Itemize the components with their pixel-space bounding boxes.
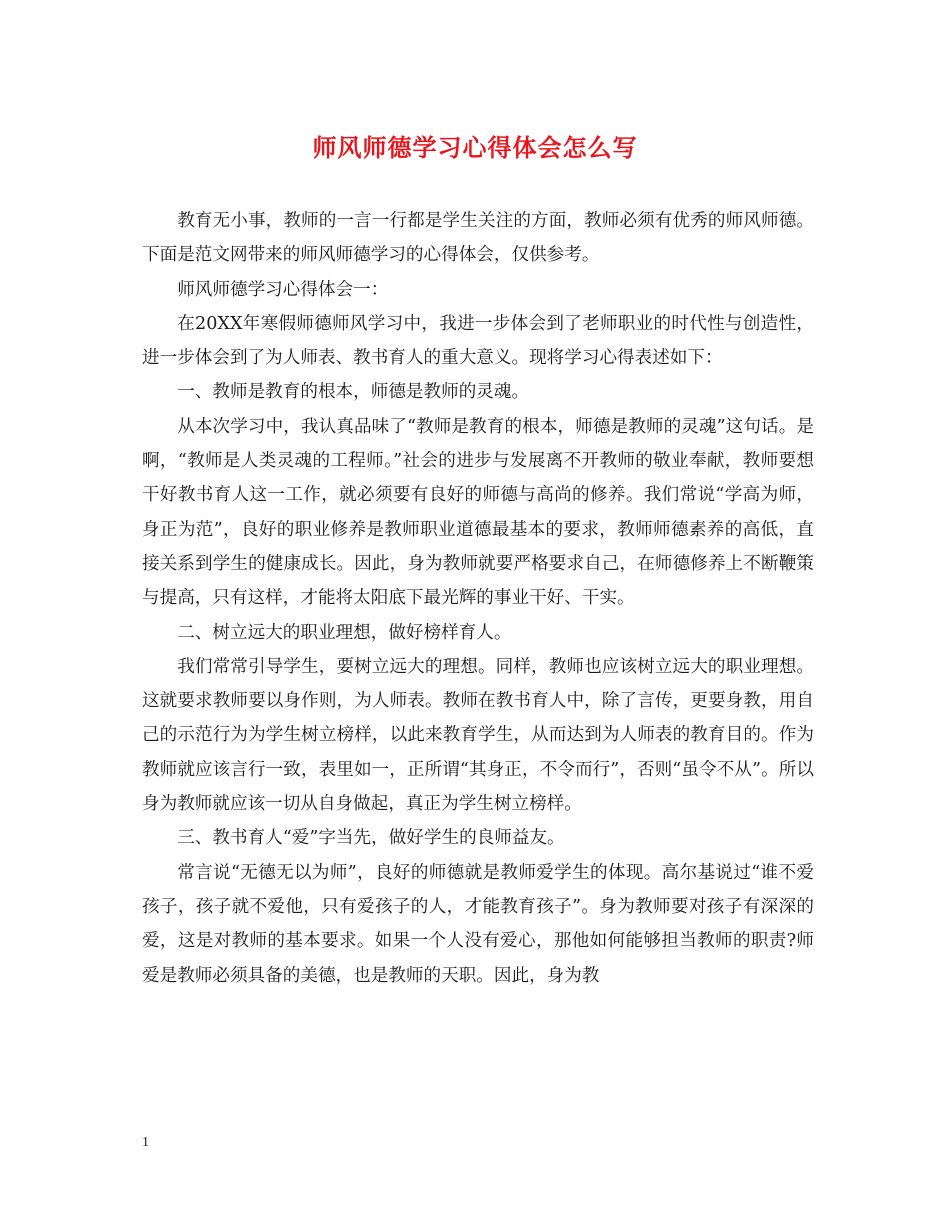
point-heading-two: 二、树立远大的职业理想，做好榜样育人。 (177, 622, 512, 643)
paragraph-overview: 在20XX年寒假师德师风学习中，我进一步体会到了老师职业的时代性与创造性，进一步体会到了为人师表、教书育人的重大意义。现将学习心得表述如下： (142, 313, 814, 369)
document-title: 师风师德学习心得体会怎么写 (312, 133, 638, 162)
paragraph-point-three: 常言说“无德无以为师”，良好的师德就是教师爱学生的体现。高尔基说过“谁不爱孩子，孩子就不爱他，只有爱孩子的人，才能教育孩子”。身为教师要对孩子有深深的爱，这是对教师的基本要求。如果一个人没有爱心，那他如何能够担当教师的职责?师爱是教师必须具备的美德，也是教师的天职。因此，身为教 (142, 862, 814, 986)
paragraph-point-one: 从本次学习中，我认真品味了“教师是教育的根本，师德是教师的灵魂”这句话。是啊，“教师是人类灵魂的工程师。”社会的进步与发展离不开教师的敬业奉献，教师要想干好教书育人这一工作，就必须要有良好的师德与高尚的修养。我们常说“学高为师，身正为范”，良好的职业修养是教师职业道德最基本的要求，教师师德素养的高低，直接关系到学生的健康成长。因此，身为教师就要严格要求自己，在师德修养上不断鞭策与提高，只有这样，才能将太阳底下最光辉的事业干好、干实。 (142, 416, 814, 609)
paragraph-point-two: 我们常常引导学生，要树立远大的理想。同样，教师也应该树立远大的职业理想。这就要求教师要以身作则，为人师表。教师在教书育人中，除了言传，更要身教，用自己的示范行为为学生树立榜样，以此来教育学生，从而达到为人师表的教育目的。作为教师就应该言行一致，表里如一，正所谓“其身正，不令而行”，否则“虽令不从”。所以身为教师就应该一切从自身做起，真正为学生树立榜样。 (142, 656, 814, 815)
section-heading-essay-one: 师风师德学习心得体会一： (177, 279, 389, 300)
page-number: 1 (142, 1135, 149, 1150)
point-heading-one: 一、教师是教育的根本，师德是教师的灵魂。 (177, 382, 530, 403)
paragraph-intro: 教育无小事，教师的一言一行都是学生关注的方面，教师必须有优秀的师风师德。下面是范文网带来的师风师德学习的心得体会，仅供参考。 (142, 211, 814, 266)
point-heading-three: 三、教书育人“爱”字当先，做好学生的良师益友。 (177, 828, 565, 849)
document-body (142, 204, 814, 993)
